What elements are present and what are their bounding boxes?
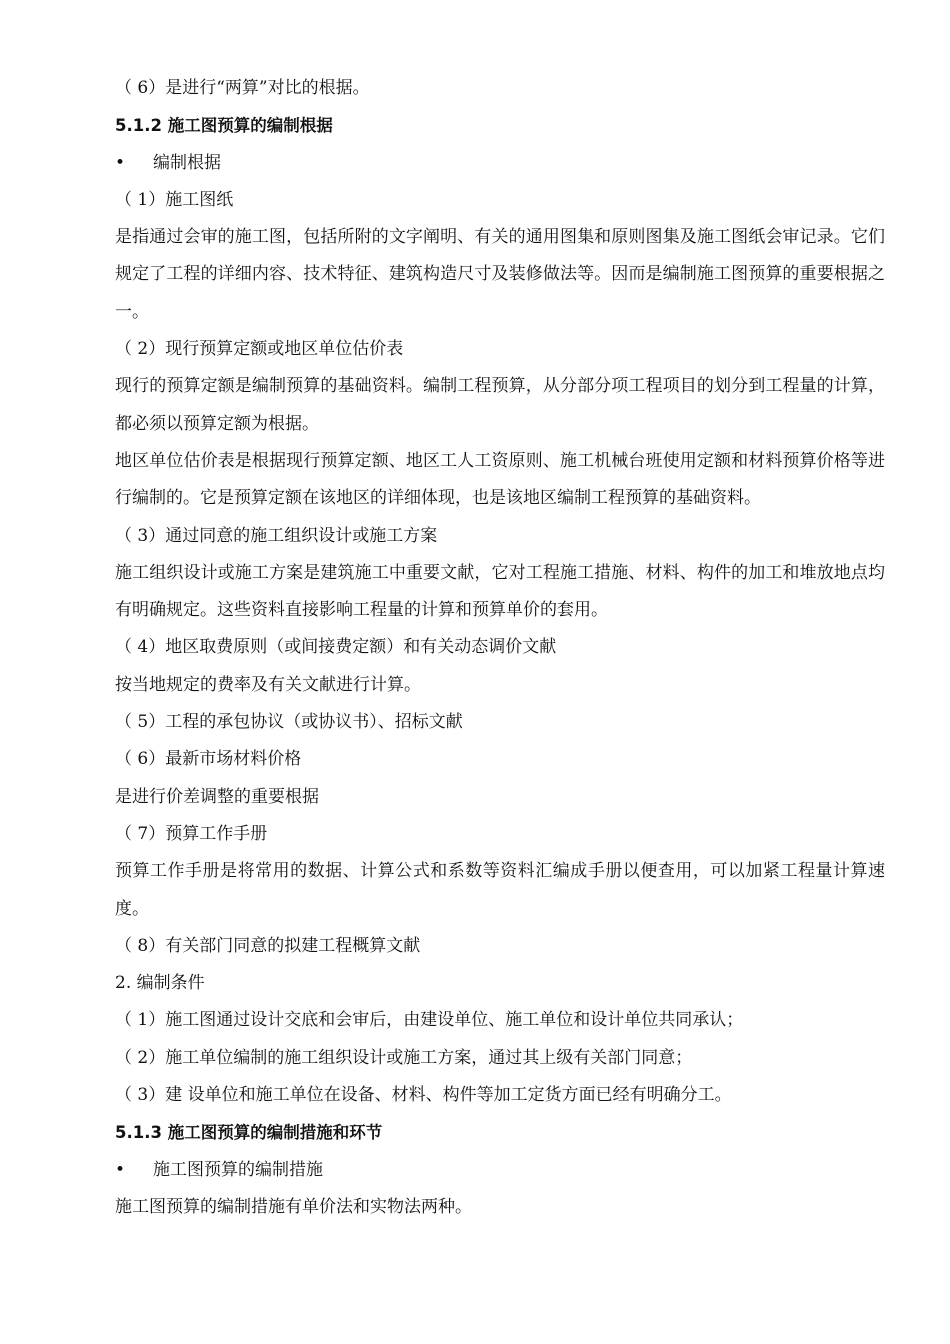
bullet-icon: • bbox=[115, 1159, 126, 1180]
bullet-item bbox=[115, 1152, 885, 1189]
document-body bbox=[115, 70, 885, 1226]
section-heading-5-1-2: 5.1.2 施工图预算的编制根据 bbox=[115, 116, 333, 136]
list-item: （ 4）地区取费原则（或间接费定额）和有关动态调价文献 bbox=[115, 637, 557, 658]
paragraph: 施工组织设计或施工方案是建筑施工中重要文献，它对工程施工措施、材料、构件的加工和堆放地点均有明确规定。这些资料直接影响工程量的计算和预算单价的套用。 bbox=[115, 562, 885, 621]
bullet-icon: • bbox=[115, 152, 126, 173]
paragraph: 是指通过会审的施工图，包括所附的文字阐明、有关的通用图集和原则图集及施工图纸会审记录。它们规定了工程的详细内容、技术特征、建筑构造尺寸及装修做法等。因而是编制施工图预算的重要根据之一。 bbox=[115, 227, 885, 322]
list-item: （ 6）是进行“两算”对比的根据。 bbox=[115, 78, 370, 98]
list-item: （ 8）有关部门同意的拟建工程概算文献 bbox=[115, 935, 421, 956]
list-item: （ 2）施工单位编制的施工组织设计或施工方案，通过其上级有关部门同意； bbox=[115, 1047, 693, 1068]
list-item: （ 3）通过同意的施工组织设计或施工方案 bbox=[115, 525, 438, 546]
list-item: 施工图预算的编制措施有单价法和实物法两种。 bbox=[115, 1196, 472, 1217]
list-item: （ 6）最新市场材料价格 bbox=[115, 749, 302, 770]
list-item: （ 1）施工图纸 bbox=[115, 189, 234, 210]
paragraph: 地区单位估价表是根据现行预算定额、地区工人工资原则、施工机械台班使用定额和材料预算价格等进行编制的。它是预算定额在该地区的详细体现，也是该地区编制工程预算的基础资料。 bbox=[115, 450, 885, 509]
paragraph: 现行的预算定额是编制预算的基础资料。编制工程预算，从分部分项工程项目的划分到工程量的计算，都必须以预算定额为根据。 bbox=[115, 376, 885, 434]
list-item: （ 1）施工图通过设计交底和会审后，由建设单位、施工单位和设计单位共同承认； bbox=[115, 1010, 744, 1031]
paragraph: 预算工作手册是将常用的数据、计算公式和系数等资料汇编成手册以便查用，可以加紧工程量计算速度。 bbox=[115, 861, 885, 919]
list-item: （ 3）建 设单位和施工单位在设备、材料、构件等加工定货方面已经有明确分工。 bbox=[115, 1085, 732, 1106]
bullet-item bbox=[115, 145, 885, 182]
section-heading-5-1-3: 5.1.3 施工图预算的编制措施和环节 bbox=[115, 1123, 383, 1143]
bullet-text: 编制根据 bbox=[153, 152, 221, 173]
list-item: 是进行价差调整的重要根据 bbox=[115, 786, 319, 807]
list-item: 按当地规定的费率及有关文献进行计算。 bbox=[115, 674, 421, 695]
list-item: 2. 编制条件 bbox=[115, 973, 205, 994]
list-item: （ 5）工程的承包协议（或协议书）、招标文献 bbox=[115, 712, 463, 733]
list-item: （ 2）现行预算定额或地区单位估价表 bbox=[115, 339, 404, 360]
list-item: （ 7）预算工作手册 bbox=[115, 823, 268, 844]
bullet-text: 施工图预算的编制措施 bbox=[153, 1159, 323, 1180]
